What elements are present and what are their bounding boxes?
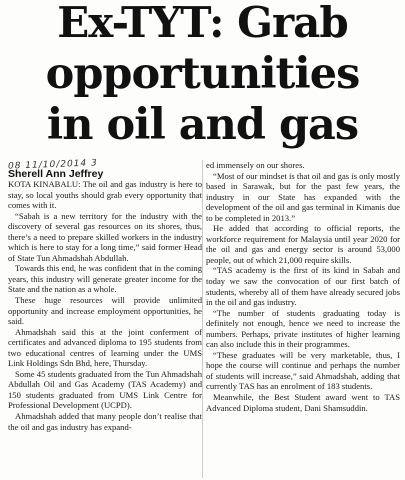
handwritten-date-note: 08 11/10/2014 3	[7, 158, 98, 172]
headline	[0, 0, 405, 150]
left-paragraph-2: “Sabah is a new territory for the industry with the discovery of several gas resources on its shores, thus, there’s a need to prepare skilled workers in the industry which is here to stay for a long time,” said former Head of State Tun Ahmadshah Abdullah.	[8, 210, 202, 263]
left-paragraph-3: Towards this end, he was confident that in the coming years, this industry will generate greater income for the State and the nation as a whole.	[8, 263, 202, 295]
left-paragraph-1: KOTA KINABALU: The oil and gas industry is here to stay, so local youths should grab every opportunity that comes with it.	[8, 179, 202, 211]
byline: Sherell Ann Jeffrey	[8, 168, 104, 180]
headline-line-2: opportunities	[45, 49, 360, 99]
headline-line-1: Ex-TYT: Grab	[57, 0, 348, 47]
left-paragraph-5: Ahmadshah said this at the joint conferment of certificates and advanced diploma to 195 students from two educational centres of learning under the UMS Link Holdings Sdn Bhd, here, Thursday.	[8, 326, 202, 369]
left-column	[8, 179, 202, 432]
left-paragraph-6: Some 45 students graduated from the Tun Ahmadshah Abdullah Oil and Gas Academy (TAS Academy) and 150 students graduated from UMS Link Centre for Professional Development (UCPD).	[8, 368, 202, 411]
right-paragraph-6: “These graduates will be very marketable, thus, I hope the course will continue and perhaps the number of students will increase,” said Ahmadshah, adding that currently TAS has an enrolment of 183 students.	[206, 349, 400, 392]
headline-line-3: in oil and gas	[46, 100, 359, 150]
right-paragraph-5: “The number of students graduating today is definitely not enough, hence we need to increase the numbers. Perhaps, private institutes of higher learning can also include this in their programmes.	[206, 307, 400, 350]
right-paragraph-2: “Most of our mindset is that oil and gas is only mostly based in Sarawak, but for the past few years, the industry in our State has expanded with the development of the oil and gas terminal in Kimanis due to be completed in 2013.”	[206, 170, 400, 223]
column-divider	[202, 160, 203, 478]
left-paragraph-4: These huge resources will provide unlimited opportunity and increase employment opportunities, he said.	[8, 295, 202, 327]
left-paragraph-7: Ahmadshah added that many people don’t realise that the oil and gas industry has expand-	[8, 411, 202, 432]
right-paragraph-7: Meanwhile, the Best Student award went to TAS Advanced Diploma student, Dani Shamsuddin.	[206, 392, 400, 413]
right-column	[206, 160, 400, 413]
right-paragraph-4: “TAS academy is the first of its kind in Sabah and today we saw the convocation of our first batch of students, whereby all of them have already secured jobs in the oil and gas industry.	[206, 265, 400, 308]
right-paragraph-1: ed immensely on our shores.	[206, 160, 305, 170]
right-paragraph-3: He added that according to official reports, the workforce requirement for Malaysia until year 2020 for the oil and gas and energy sector is around 53,000 people, out of which 21,000 require skills.	[206, 223, 400, 265]
